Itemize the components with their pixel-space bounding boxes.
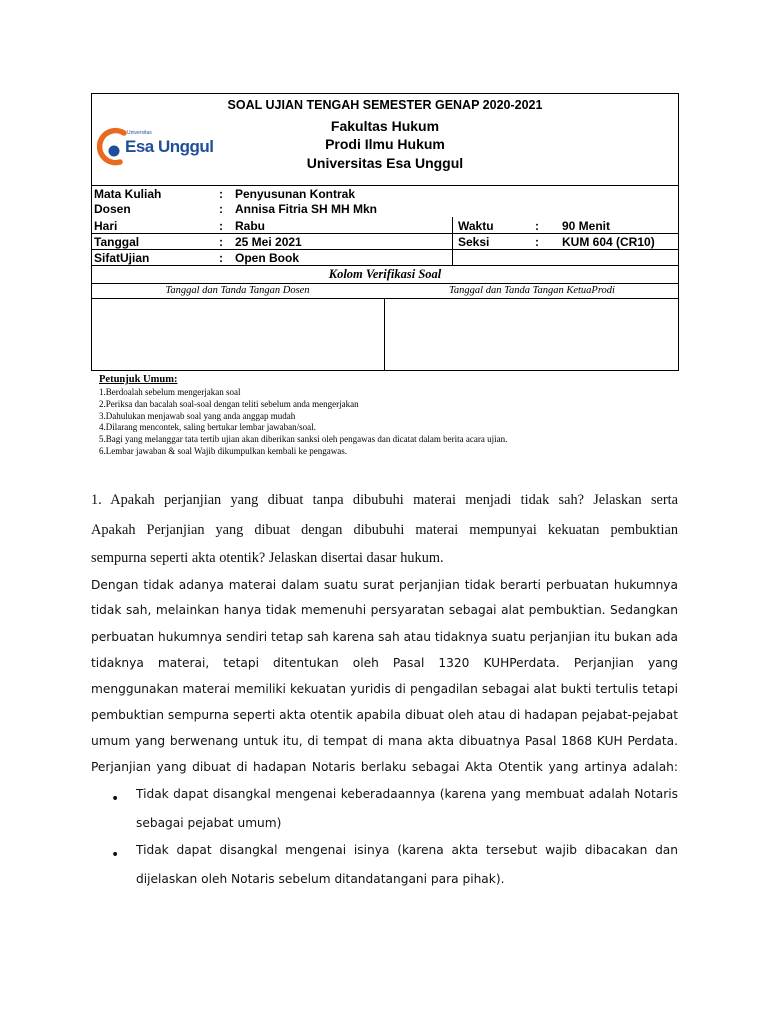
- answer-line: Perjanjian yang dibuat di hadapan Notaris berlaku sebagai Akta Otentik yang artinya adalah:: [91, 760, 678, 774]
- colon: :: [219, 219, 223, 233]
- label-sifat-ujian: SifatUjian: [94, 251, 150, 265]
- instruction-item: 5.Bagi yang melanggar tata tertib ujian akan diberikan sanksi oleh pengawas dan dicatat dalam berita acara ujian.: [99, 434, 508, 444]
- question-line: 1. Apakah perjanjian yang dibuat tanpa dibubuhi materai menjadi tidak sah? Jelaskan serta: [91, 492, 678, 508]
- instruction-item: 3.Dahulukan menjawab soal yang anda anggap mudah: [99, 411, 296, 421]
- table-divider: [91, 249, 679, 250]
- question-line: sempurna seperti akta otentik? Jelaskan disertai dasar hukum.: [91, 550, 444, 566]
- answer-line: perbuatan hukumnya sendiri tetap sah karena sah atau tidaknya suatu perjanjian itu bukan ada: [91, 630, 678, 644]
- table-divider: [91, 283, 679, 284]
- answer-line: tidaknya materai, tetapi ditentukan oleh Pasal 1320 KUHPerdata. Perjanjian yang: [91, 656, 678, 670]
- verification-title: Kolom Verifikasi Soal: [328, 267, 442, 281]
- program-name: Prodi Ilmu Hukum: [325, 136, 445, 152]
- university-name: Universitas Esa Unggul: [306, 155, 464, 171]
- instructions-heading: Petunjuk Umum:: [99, 374, 178, 385]
- university-logo: [96, 125, 214, 171]
- bullet-icon: •: [111, 847, 120, 863]
- instruction-item: 2.Periksa dan bacalah soal-soal dengan teliti sebelum anda mengerjakan: [99, 399, 359, 409]
- colon: :: [219, 251, 223, 265]
- label-tanggal: Tanggal: [94, 235, 140, 249]
- signature-box-dosen: [92, 299, 383, 370]
- value-waktu: 90 Menit: [562, 219, 611, 233]
- value-hari: Rabu: [235, 219, 265, 233]
- label-mata-kuliah: Mata Kuliah: [94, 187, 162, 201]
- table-divider: [384, 298, 385, 371]
- value-seksi: KUM 604 (CR10): [562, 235, 655, 249]
- answer-line: Dengan tidak adanya materai dalam suatu surat perjanjian tidak berarti perbuatan hukumnya: [91, 578, 678, 592]
- value-dosen: Annisa Fitria SH MH Mkn: [235, 202, 378, 216]
- bullet-item-line: dijelaskan oleh Notaris sebelum ditandatangani para pihak).: [136, 872, 505, 886]
- table-divider: [91, 233, 679, 234]
- bullet-item-line: Tidak dapat disangkal mengenai keberadaannya (karena yang membuat adalah Notaris: [136, 787, 678, 801]
- answer-line: pembuktian sempurna seperti akta otentik apabila dibuat oleh atau di hadapan pejabat-pejabat: [91, 708, 678, 722]
- bullet-item-line: sebagai pejabat umum): [136, 816, 282, 830]
- value-sifat-ujian: Open Book: [235, 251, 300, 265]
- value-mata-kuliah: Penyusunan Kontrak: [235, 187, 356, 201]
- colon: :: [535, 235, 539, 249]
- bullet-icon: •: [111, 791, 120, 807]
- instruction-item: 6.Lembar jawaban & soal Wajib dikumpulkan kembali ke pengawas.: [99, 446, 348, 456]
- label-seksi: Seksi: [458, 235, 490, 249]
- signature-box-ketua: [386, 299, 678, 370]
- value-tanggal: 25 Mei 2021: [235, 235, 302, 249]
- question-line: Apakah Perjanjian yang dibuat dengan dibubuhi materai mempunyai kekuatan pembuktian: [91, 522, 678, 538]
- instruction-item: 4.Dilarang mencontek, saling bertukar lembar jawaban/soal.: [99, 422, 316, 432]
- colon: :: [535, 219, 539, 233]
- logo-small-text: Universitas: [127, 130, 152, 136]
- colon: :: [219, 235, 223, 249]
- label-dosen: Dosen: [94, 202, 131, 216]
- exam-title: SOAL UJIAN TENGAH SEMESTER GENAP 2020-2021: [227, 98, 543, 112]
- answer-line: tidak sah, melainkan hanya tidak memenuhi persyaratan sebagai alat pembuktian. Sedangkan: [91, 603, 678, 617]
- faculty-name: Fakultas Hukum: [330, 118, 440, 134]
- answer-line: umum yang berwenang untuk itu, di tempat di mana akta dibuatnya Pasal 1868 KUH Perdata.: [91, 734, 678, 748]
- colon: :: [219, 187, 223, 201]
- table-divider: [91, 185, 679, 186]
- bullet-item-line: Tidak dapat disangkal mengenai isinya (karena akta tersebut wajib dibacakan dan: [136, 843, 678, 857]
- colon: :: [219, 202, 223, 216]
- label-hari: Hari: [94, 219, 118, 233]
- table-divider: [91, 265, 679, 266]
- verification-dosen-column: Tanggal dan Tanda Tangan Dosen: [165, 285, 310, 296]
- answer-line: menggunakan materai memiliki kekuatan yuridis di pengadilan sebagai alat bukti tertulis tetapi: [91, 682, 678, 696]
- table-divider: [452, 217, 453, 266]
- instruction-item: 1.Berdoalah sebelum mengerjakan soal: [99, 387, 241, 397]
- verification-ketua-column: Tanggal dan Tanda Tangan KetuaProdi: [449, 285, 615, 296]
- label-waktu: Waktu: [458, 219, 494, 233]
- logo-name: Esa Unggul: [125, 137, 214, 156]
